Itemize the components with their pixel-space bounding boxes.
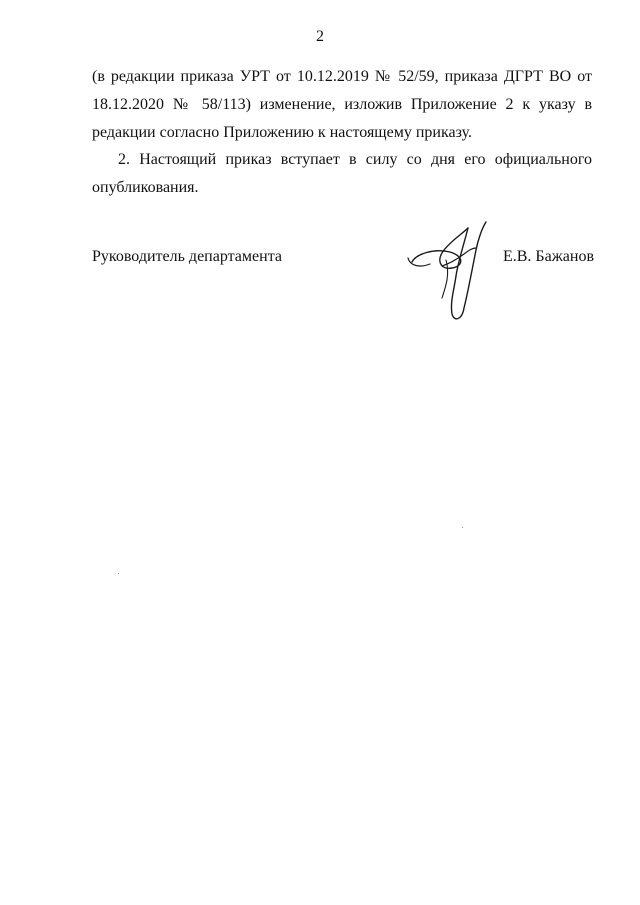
signature-block (92, 248, 594, 272)
signatory-name: Е.В. Бажанов (502, 248, 594, 265)
page-number: 2 (316, 28, 324, 45)
signatory-role: Руководитель департамента (92, 248, 282, 265)
paragraph-continuation: (в редакции приказа УРТ от 10.12.2019 № 52/59, приказа ДГРТ ВО от 18.12.2020 № 58/113) изменение, изложив Приложение 2 к указу в редакции согласно Приложению к настоящему приказу. (92, 68, 592, 141)
scan-speck (462, 527, 463, 528)
paragraph-effective-date: 2. Настоящий приказ вступает в силу со дня его официального опубликования. (92, 151, 592, 196)
scan-speck (118, 573, 119, 574)
